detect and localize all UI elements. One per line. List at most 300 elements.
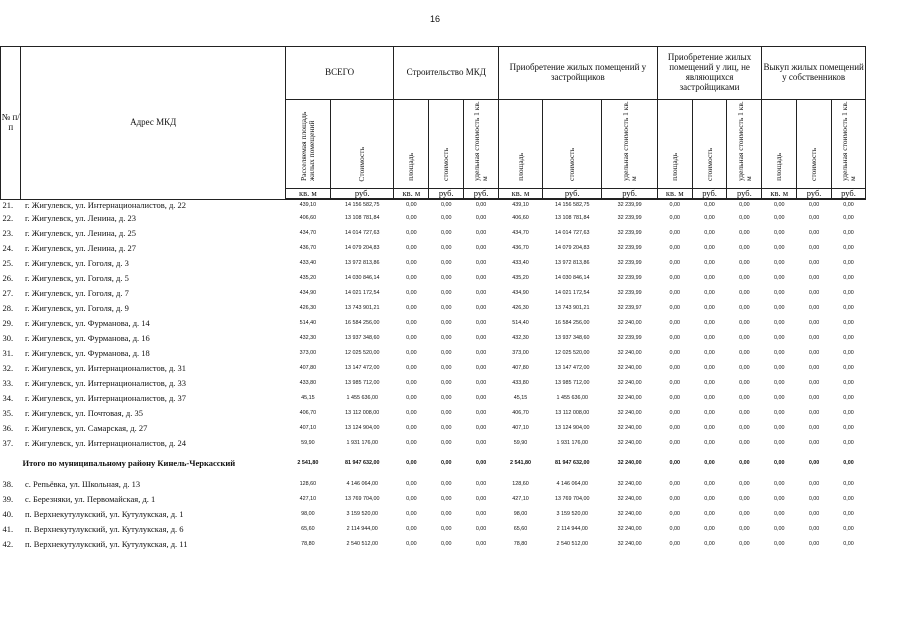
row-number: 35. (2, 407, 14, 418)
row-value: 433,80 (512, 379, 529, 386)
row-value: 0,00 (475, 409, 487, 416)
row-value: 32 240,00 (617, 409, 642, 416)
row-value: 0,00 (440, 244, 452, 251)
row-value: 0,00 (406, 409, 417, 416)
row-value: 0,00 (739, 540, 750, 547)
row-value: 32 240,00 (617, 394, 642, 401)
row-value: 0,00 (704, 480, 715, 487)
row-value: 0,00 (704, 439, 715, 446)
row-value: 0,00 (406, 349, 417, 356)
table-row (1, 491, 866, 506)
row-value: 0,00 (808, 289, 820, 296)
row-value: 0,00 (704, 244, 715, 251)
row-value: 32 239,99 (617, 274, 642, 281)
row-value: 0,00 (773, 229, 785, 236)
row-value: 0,00 (808, 439, 820, 446)
row-value: 514,40 (512, 319, 529, 326)
row-value: 0,00 (739, 334, 750, 341)
row-value: 0,00 (739, 259, 750, 266)
row-value: 13 769 704,00 (344, 495, 380, 502)
row-value: 0,00 (739, 214, 750, 221)
row-value: 13 743 901,21 (344, 304, 380, 311)
header-others-cost: стоимость (704, 148, 714, 182)
row-value: 0,00 (406, 379, 417, 386)
row-value: 1 931 176,00 (556, 439, 589, 446)
header-others-area: площадь (669, 153, 679, 182)
row-address: г. Жигулевск, ул. Интернационалистов, д. 24 (24, 437, 187, 448)
row-address: г. Жигулевск, ул. Интернационалистов, д. 22 (24, 199, 187, 210)
row-value: 0,00 (406, 289, 417, 296)
row-value: 0,00 (475, 259, 487, 266)
row-number: 31. (2, 347, 14, 358)
table-row (1, 255, 866, 270)
row-value: 434,90 (299, 289, 317, 296)
row-value: 0,00 (440, 319, 452, 326)
header-address: Адрес МКД (21, 47, 285, 200)
row-address: г. Жигулевск, ул. Ленина, д. 25 (24, 227, 137, 238)
header-group-developers: Приобретение жилых помещений у застройщиков (499, 47, 658, 100)
row-value: 0,00 (773, 510, 785, 517)
row-value: 0,00 (704, 304, 715, 311)
row-value: 0,00 (669, 289, 680, 296)
row-address: г. Жигулевск, ул. Интернационалистов, д. 37 (24, 392, 187, 403)
row-value: 14 079 204,83 (555, 244, 590, 251)
row-value: 0,00 (773, 540, 785, 547)
row-value: 32 239,99 (617, 334, 642, 341)
row-value: 59,90 (513, 439, 528, 446)
row-value: 14 014 727,63 (344, 229, 380, 236)
row-value: 0,00 (704, 364, 715, 371)
row-value: 0,00 (704, 424, 715, 431)
page-number: 16 (429, 14, 440, 24)
row-number: 34. (2, 392, 14, 403)
row-value: 0,00 (406, 439, 417, 446)
row-value: 0,00 (440, 480, 452, 487)
row-value: 0,00 (808, 304, 820, 311)
row-value: 0,00 (475, 495, 487, 502)
row-number: 33. (2, 377, 14, 388)
row-number: 29. (2, 317, 14, 328)
row-value: 0,00 (843, 229, 854, 236)
row-value: 0,00 (843, 460, 854, 466)
row-address: г. Жигулевск, ул. Гоголя, д. 5 (24, 272, 129, 283)
row-value: 0,00 (773, 424, 785, 431)
row-number: 21. (2, 199, 14, 210)
row-value: 407,10 (512, 424, 529, 431)
row-value: 0,00 (669, 510, 680, 517)
header-developers-area: площадь (515, 153, 525, 182)
row-value: 0,00 (808, 229, 820, 236)
row-value: 32 240,00 (617, 495, 642, 502)
row-value: 0,00 (475, 540, 487, 547)
row-value: 0,00 (704, 525, 715, 532)
row-value: 0,00 (406, 319, 417, 326)
row-value: 32 240,00 (617, 540, 642, 547)
row-value: 32 239,99 (617, 229, 642, 236)
unit-label: руб. (543, 189, 602, 200)
row-value: 81 947 632,00 (555, 460, 590, 466)
row-value: 0,00 (669, 244, 680, 251)
table-row (1, 270, 866, 285)
row-value: 0,00 (843, 379, 854, 386)
header-num: № п/п (1, 47, 21, 200)
row-value: 0,00 (843, 259, 854, 266)
row-value: 2 541,80 (297, 460, 319, 466)
table-row (1, 225, 866, 240)
header-developers-unit-cost: удельная стоимость 1 кв. м (620, 101, 638, 182)
row-value: 407,80 (512, 364, 529, 371)
row-value: 0,00 (704, 495, 715, 502)
row-value: 65,60 (301, 525, 315, 532)
row-address: г. Жигулевск, ул. Фурманова, д. 14 (24, 317, 150, 328)
row-value: 0,00 (704, 214, 715, 221)
unit-label: кв. м (762, 189, 797, 200)
row-value: 0,00 (808, 244, 820, 251)
row-value: 0,00 (669, 334, 680, 341)
row-address: г. Жигулевск, ул. Фурманова, д. 16 (24, 332, 150, 343)
row-value: 432,30 (512, 334, 529, 341)
unit-label: руб. (464, 189, 499, 200)
row-value: 0,00 (808, 460, 820, 466)
table-row (1, 240, 866, 255)
row-address: г. Жигулевск, ул. Почтовая, д. 35 (24, 407, 143, 418)
row-value: 0,00 (808, 202, 820, 208)
unit-label: кв. м (499, 189, 543, 200)
row-value: 434,70 (299, 229, 317, 236)
row-value: 0,00 (406, 259, 417, 266)
row-value: 0,00 (808, 510, 820, 517)
table-row (1, 210, 866, 225)
row-value: 433,40 (299, 259, 317, 266)
row-number: 24. (2, 242, 14, 253)
table-row (1, 375, 866, 390)
row-value: 514,40 (299, 319, 317, 326)
row-value: 14 030 846,14 (344, 274, 380, 281)
row-value: 32 240,00 (617, 460, 642, 466)
row-value: 2 541,80 (510, 460, 532, 466)
row-value: 128,60 (299, 480, 317, 487)
row-value: 0,00 (704, 229, 715, 236)
row-value: 0,00 (406, 495, 417, 502)
row-value: 0,00 (773, 460, 785, 466)
row-value: 406,70 (512, 409, 529, 416)
unit-label: руб. (797, 189, 832, 200)
row-value: 436,70 (299, 244, 317, 251)
row-value: 427,10 (299, 495, 317, 502)
row-value: 439,10 (299, 202, 317, 208)
row-value: 0,00 (475, 202, 487, 208)
unit-label: кв. м (657, 189, 692, 200)
header-developers-cost: стоимость (567, 148, 577, 182)
unit-label: кв. м (285, 189, 330, 200)
unit-label: руб. (727, 189, 762, 200)
row-value: 0,00 (406, 229, 417, 236)
row-value: 0,00 (773, 480, 785, 487)
row-value: 0,00 (669, 259, 680, 266)
row-address: г. Жигулевск, ул. Ленина, д. 23 (24, 212, 137, 223)
row-value: 0,00 (739, 510, 750, 517)
table-row (1, 330, 866, 345)
row-value: 0,00 (406, 540, 417, 547)
header-owners-area: площадь (774, 153, 784, 182)
row-value: 0,00 (739, 495, 750, 502)
row-address: г. Жигулевск, ул. Ленина, д. 27 (24, 242, 137, 253)
row-value: 0,00 (773, 495, 785, 502)
row-value: 0,00 (843, 289, 854, 296)
row-value: 32 239,99 (617, 244, 642, 251)
row-value: 1 455 636,00 (556, 394, 589, 401)
table-row (1, 390, 866, 405)
row-value: 0,00 (669, 304, 680, 311)
row-value: 0,00 (808, 480, 820, 487)
row-value: 13 972 813,86 (555, 259, 590, 266)
header-group-others: Приобретение жилых помещений у лиц, не являющихся застройщиками (657, 47, 762, 100)
row-value: 0,00 (843, 394, 854, 401)
row-number: 22. (2, 212, 14, 223)
row-value: 14 030 846,14 (555, 274, 590, 281)
row-value: 0,00 (406, 334, 417, 341)
row-number: 28. (2, 302, 14, 313)
row-value: 0,00 (808, 495, 820, 502)
row-value: 0,00 (739, 460, 750, 466)
row-value: 406,60 (512, 214, 529, 221)
row-value: 0,00 (475, 480, 487, 487)
row-value: 0,00 (669, 525, 680, 532)
row-value: 0,00 (773, 304, 785, 311)
row-value: 0,00 (475, 274, 487, 281)
row-value: 0,00 (739, 202, 750, 208)
row-value: 13 112 008,00 (555, 409, 590, 416)
row-value: 439,10 (512, 202, 529, 208)
row-value: 0,00 (808, 424, 820, 431)
row-value: 0,00 (406, 274, 417, 281)
row-value: 433,80 (299, 379, 317, 386)
row-value: 16 584 256,00 (555, 319, 590, 326)
row-value: 0,00 (843, 214, 854, 221)
row-value: 0,00 (669, 229, 680, 236)
row-value: 0,00 (808, 274, 820, 281)
row-value: 13 108 781,84 (555, 214, 590, 221)
row-value: 0,00 (739, 349, 750, 356)
row-value: 0,00 (704, 289, 715, 296)
row-value: 13 985 712,00 (555, 379, 590, 386)
row-value: 13 112 008,00 (345, 409, 380, 416)
row-value: 0,00 (843, 525, 854, 532)
row-value: 0,00 (475, 349, 487, 356)
row-value: 128,60 (512, 480, 529, 487)
row-value: 0,00 (704, 259, 715, 266)
row-value: 0,00 (440, 460, 452, 466)
total-row (1, 450, 866, 476)
row-value: 0,00 (669, 319, 680, 326)
row-value: 13 743 901,21 (555, 304, 590, 311)
row-value: 0,00 (773, 214, 785, 221)
row-value: 0,00 (773, 334, 785, 341)
row-value: 32 239,99 (617, 259, 642, 266)
row-address: г. Жигулевск, ул. Самарская, д. 27 (24, 422, 148, 433)
row-value: 0,00 (739, 480, 750, 487)
row-value: 0,00 (406, 510, 417, 517)
row-value: 0,00 (739, 379, 750, 386)
row-value: 45,15 (301, 394, 315, 401)
row-value: 0,00 (739, 304, 750, 311)
row-value: 4 146 064,00 (556, 480, 589, 487)
unit-label: руб. (831, 189, 865, 200)
row-value: 0,00 (739, 439, 750, 446)
row-value: 0,00 (808, 349, 820, 356)
unit-label: руб. (330, 189, 394, 200)
table-row (1, 521, 866, 536)
row-value: 32 240,00 (617, 379, 642, 386)
header-owners-cost: стоимость (809, 148, 819, 182)
row-value: 434,70 (512, 229, 529, 236)
row-value: 0,00 (475, 244, 487, 251)
row-value: 0,00 (406, 202, 417, 208)
row-value: 0,00 (773, 364, 785, 371)
total-label: Итого по муниципальному району Кинель-Черкасский (22, 458, 236, 468)
row-value: 0,00 (669, 364, 680, 371)
row-value: 0,00 (669, 424, 680, 431)
row-value: 406,70 (299, 409, 317, 416)
row-value: 0,00 (669, 274, 680, 281)
row-value: 0,00 (739, 319, 750, 326)
row-value: 0,00 (406, 214, 417, 221)
row-value: 0,00 (843, 304, 854, 311)
row-value: 0,00 (808, 214, 820, 221)
row-value: 4 146 064,00 (346, 480, 378, 487)
row-value: 12 025 520,00 (344, 349, 380, 356)
row-number: 40. (2, 508, 14, 519)
row-value: 14 156 582,75 (555, 202, 590, 208)
row-value: 32 240,00 (617, 349, 642, 356)
row-value: 13 124 904,00 (344, 424, 380, 431)
row-value: 0,00 (440, 379, 452, 386)
row-value: 0,00 (843, 540, 854, 547)
header-group-construction: Строительство МКД (394, 47, 499, 100)
table-row (1, 360, 866, 375)
row-value: 1 455 636,00 (346, 394, 378, 401)
row-value: 0,00 (406, 460, 417, 466)
row-value: 0,00 (773, 202, 785, 208)
table-row (1, 285, 866, 300)
row-value: 32 239,99 (617, 289, 642, 296)
row-value: 0,00 (704, 334, 715, 341)
row-value: 0,00 (843, 364, 854, 371)
row-value: 0,00 (406, 480, 417, 487)
table-row (1, 199, 866, 210)
row-value: 0,00 (843, 495, 854, 502)
row-value: 0,00 (843, 439, 854, 446)
row-value: 0,00 (440, 510, 452, 517)
row-number: 27. (2, 287, 14, 298)
header-construction-unit-cost: удельная стоимость 1 кв. м (472, 101, 490, 182)
row-value: 0,00 (669, 409, 680, 416)
unit-label: руб. (602, 189, 657, 200)
row-value: 0,00 (669, 349, 680, 356)
row-value: 0,00 (843, 319, 854, 326)
row-value: 0,00 (440, 364, 452, 371)
row-value: 13 972 813,86 (344, 259, 380, 266)
header-construction-area: площадь (406, 153, 416, 182)
row-value: 0,00 (739, 244, 750, 251)
table-row (1, 345, 866, 360)
row-value: 0,00 (773, 244, 785, 251)
row-value: 0,00 (440, 424, 452, 431)
row-value: 0,00 (739, 394, 750, 401)
row-address: г. Жигулевск, ул. Интернационалистов, д. 31 (24, 362, 187, 373)
table-row (1, 315, 866, 330)
row-value: 14 156 582,75 (344, 202, 380, 208)
row-value: 81 947 632,00 (344, 460, 380, 466)
row-value: 0,00 (669, 394, 680, 401)
row-value: 0,00 (739, 229, 750, 236)
row-value: 32 240,00 (617, 510, 642, 517)
row-number: 37. (2, 437, 14, 448)
row-address: г. Жигулевск, ул. Интернационалистов, д. 33 (24, 377, 187, 388)
row-number: 39. (2, 493, 14, 504)
row-value: 0,00 (843, 244, 854, 251)
row-value: 0,00 (406, 244, 417, 251)
row-value: 0,00 (440, 274, 452, 281)
row-address: г. Жигулевск, ул. Гоголя, д. 3 (24, 257, 129, 268)
row-value: 0,00 (843, 510, 854, 517)
row-value: 0,00 (406, 424, 417, 431)
row-value: 0,00 (739, 525, 750, 532)
row-value: 13 937 348,60 (344, 334, 380, 341)
row-value: 78,80 (513, 540, 528, 547)
row-value: 0,00 (475, 525, 487, 532)
table-row (1, 300, 866, 315)
row-value: 0,00 (704, 202, 715, 208)
row-value: 0,00 (440, 525, 452, 532)
row-address: с. Березняки, ул. Первомайская, д. 1 (24, 493, 156, 504)
housing-table (0, 46, 866, 551)
row-value: 13 985 712,00 (344, 379, 380, 386)
row-number: 25. (2, 257, 14, 268)
row-number: 32. (2, 362, 14, 373)
row-value: 434,90 (512, 289, 529, 296)
row-value: 32 240,00 (617, 480, 642, 487)
row-value: 32 240,00 (617, 525, 642, 532)
row-value: 426,30 (512, 304, 529, 311)
row-value: 32 240,00 (617, 439, 642, 446)
row-value: 373,00 (299, 349, 317, 356)
row-value: 433,40 (512, 259, 529, 266)
header-resettled-area: Расселяемая площадь жилых помещений (299, 111, 316, 182)
row-value: 2 114 944,00 (346, 525, 378, 532)
row-value: 0,00 (704, 460, 715, 466)
header-owners-unit-cost: удельная стоимость 1 кв. м (839, 101, 857, 182)
row-value: 0,00 (843, 349, 854, 356)
row-number: 26. (2, 272, 14, 283)
row-value: 0,00 (843, 424, 854, 431)
row-value: 13 124 904,00 (555, 424, 590, 431)
row-value: 0,00 (808, 319, 820, 326)
unit-label: руб. (429, 189, 464, 200)
row-value: 13 147 472,00 (555, 364, 590, 371)
row-value: 0,00 (440, 214, 452, 221)
row-value: 14 079 204,83 (344, 244, 380, 251)
row-value: 2 114 944,00 (556, 525, 588, 532)
row-value: 0,00 (739, 289, 750, 296)
row-number: 23. (2, 227, 14, 238)
row-value: 0,00 (475, 229, 487, 236)
row-value: 0,00 (440, 394, 452, 401)
row-value: 3 159 520,00 (346, 510, 378, 517)
row-value: 2 540 512,00 (346, 540, 378, 547)
row-value: 13 937 348,60 (555, 334, 590, 341)
unit-label: кв. м (394, 189, 429, 200)
